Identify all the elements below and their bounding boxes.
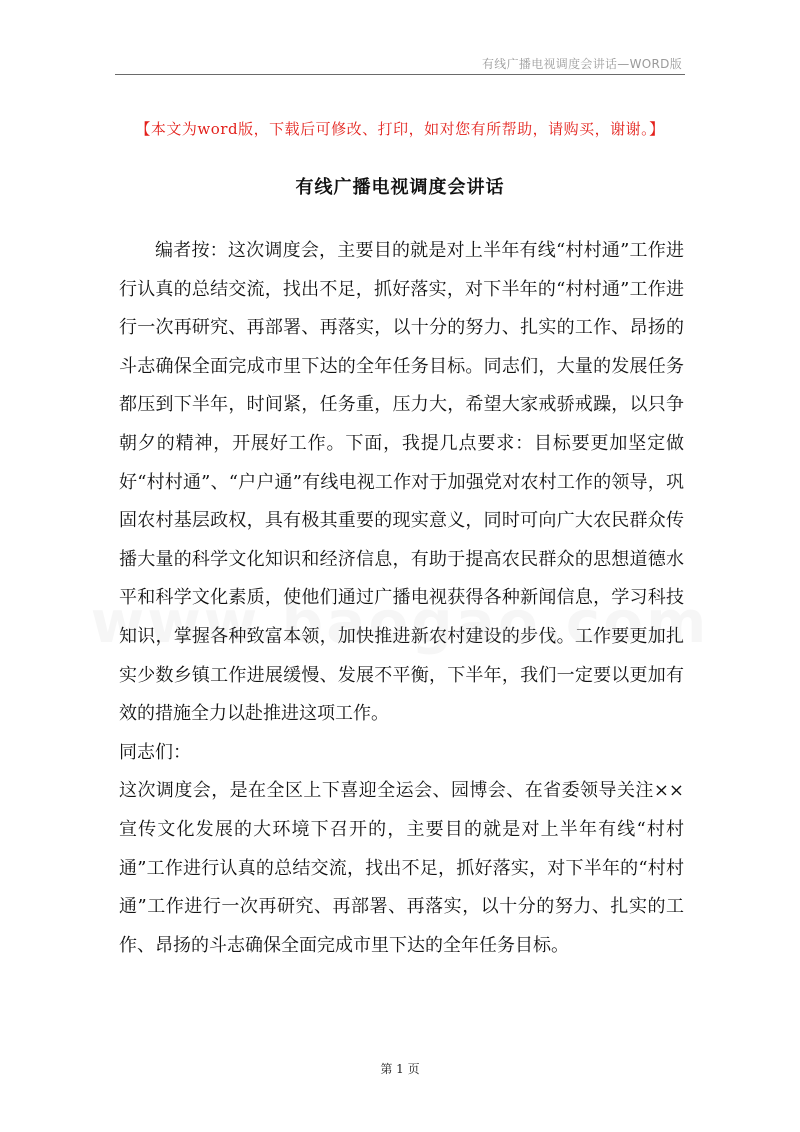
paragraph-salutation: 同志们：: [119, 741, 191, 763]
document-body: [119, 232, 684, 965]
purchase-notice: 【本文为word版，下载后可修改、打印，如对您有所帮助，请购买，谢谢。】: [135, 120, 665, 138]
page-number: 第 1 页: [380, 1062, 420, 1076]
document-title: 有线广播电视调度会讲话: [295, 177, 505, 198]
paragraph-editor-note: 编者按：这次调度会，主要目的就是对上半年有线“村村通”工作进行认真的总结交流，找出不足，抓好落实，对下半年的“村村通”工作进行一次再研究、再部署、再落实，以十分的努力、扎实的工作、昂扬的斗志确保全面完成市里下达的全年任务目标。同志们，大量的发展任务都压到下半年，时间紧，任务重，压力大，希望大家戒骄戒躁，以只争朝夕的精神，开展好工作。下面，我提几点要求：目标要更加坚定做好“村村通”、“户户通”有线电视工作对于加强党对农村工作的领导，巩固农村基层政权，具有极其重要的现实意义，同时可向广大农民群众传播大量的科学文化知识和经济信息，有助于提高农民群众的思想道德水平和科学文化素质，使他们通过广播电视获得各种新闻信息，学习科技知识，掌握各种致富本领，加快推进新农村建设的步伐。工作要更加扎实少数乡镇工作进展缓慢、发展不平衡，下半年，我们一定要以更加有效的措施全力以赴推进这项工作。: [119, 240, 684, 725]
paragraph-meeting-context: 这次调度会，是在全区上下喜迎全运会、园博会、在省委领导关注××宣传文化发展的大环境下召开的，主要目的就是对上半年有线“村村通”工作进行认真的总结交流，找出不足，抓好落实，对下半年的“村村通”工作进行一次再研究、再部署、再落实，以十分的努力、扎实的工作、昂扬的斗志确保全面完成市里下达的全年任务目标。: [119, 780, 684, 956]
header-divider: [115, 74, 685, 75]
running-header: 有线广播电视调度会讲话—WORD版: [482, 57, 682, 71]
